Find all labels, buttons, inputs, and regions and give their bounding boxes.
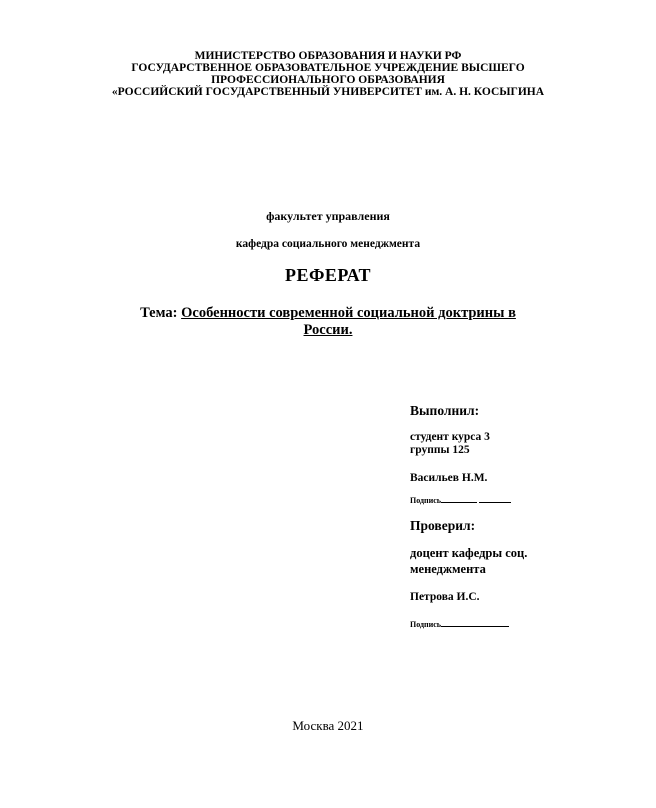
topic-label: Тема: [140,305,182,321]
signature-label: Подпись [410,620,442,629]
performed-label: Выполнил: [410,403,480,418]
teacher-name: Петрова И.С. [410,591,480,603]
signature-line [441,618,509,627]
student-group: группы 125 [410,444,470,456]
header-line-1: МИНИСТЕРСТВО ОБРАЗОВАНИЯ И НАУКИ РФ [194,50,462,62]
teacher-position-1: доцент кафедры соц. [410,546,528,560]
faculty-name: факультет управления [266,209,390,223]
header-line-3: ПРОФЕССИОНАЛЬНОГО ОБРАЗОВАНИЯ [211,74,445,86]
signature-label: Подпись [410,496,442,505]
topic-text-2: России. [303,322,353,338]
city-year: Москва 2021 [292,718,364,733]
signature-line-b [479,494,511,503]
header-line-4: «РОССИЙСКИЙ ГОСУДАРСТВЕННЫЙ УНИВЕРСИТЕТ им. А. Н. КОСЫГИНА [111,86,545,98]
teacher-signature [410,618,640,629]
topic-text-1: Особенности современной социальной доктрины в [181,305,516,321]
topic-line-1 [60,305,596,322]
topic-block [60,305,596,339]
document-type-title: РЕФЕРАТ [284,265,372,285]
student-signature [410,494,640,505]
ministry-header [0,50,656,98]
student-course: студент курса 3 [410,431,490,443]
topic-line-2 [60,322,596,339]
signature-line-a [441,494,477,503]
student-name: Васильев Н.М. [410,472,488,484]
header-line-2: ГОСУДАРСТВЕННОЕ ОБРАЗОВАТЕЛЬНОЕ УЧРЕЖДЕНИЕ ВЫСШЕГО [131,62,525,74]
teacher-position-2: менеджмента [410,562,486,576]
checked-label: Проверил: [410,518,476,533]
department-name: кафедра социального менеджмента [235,238,421,250]
